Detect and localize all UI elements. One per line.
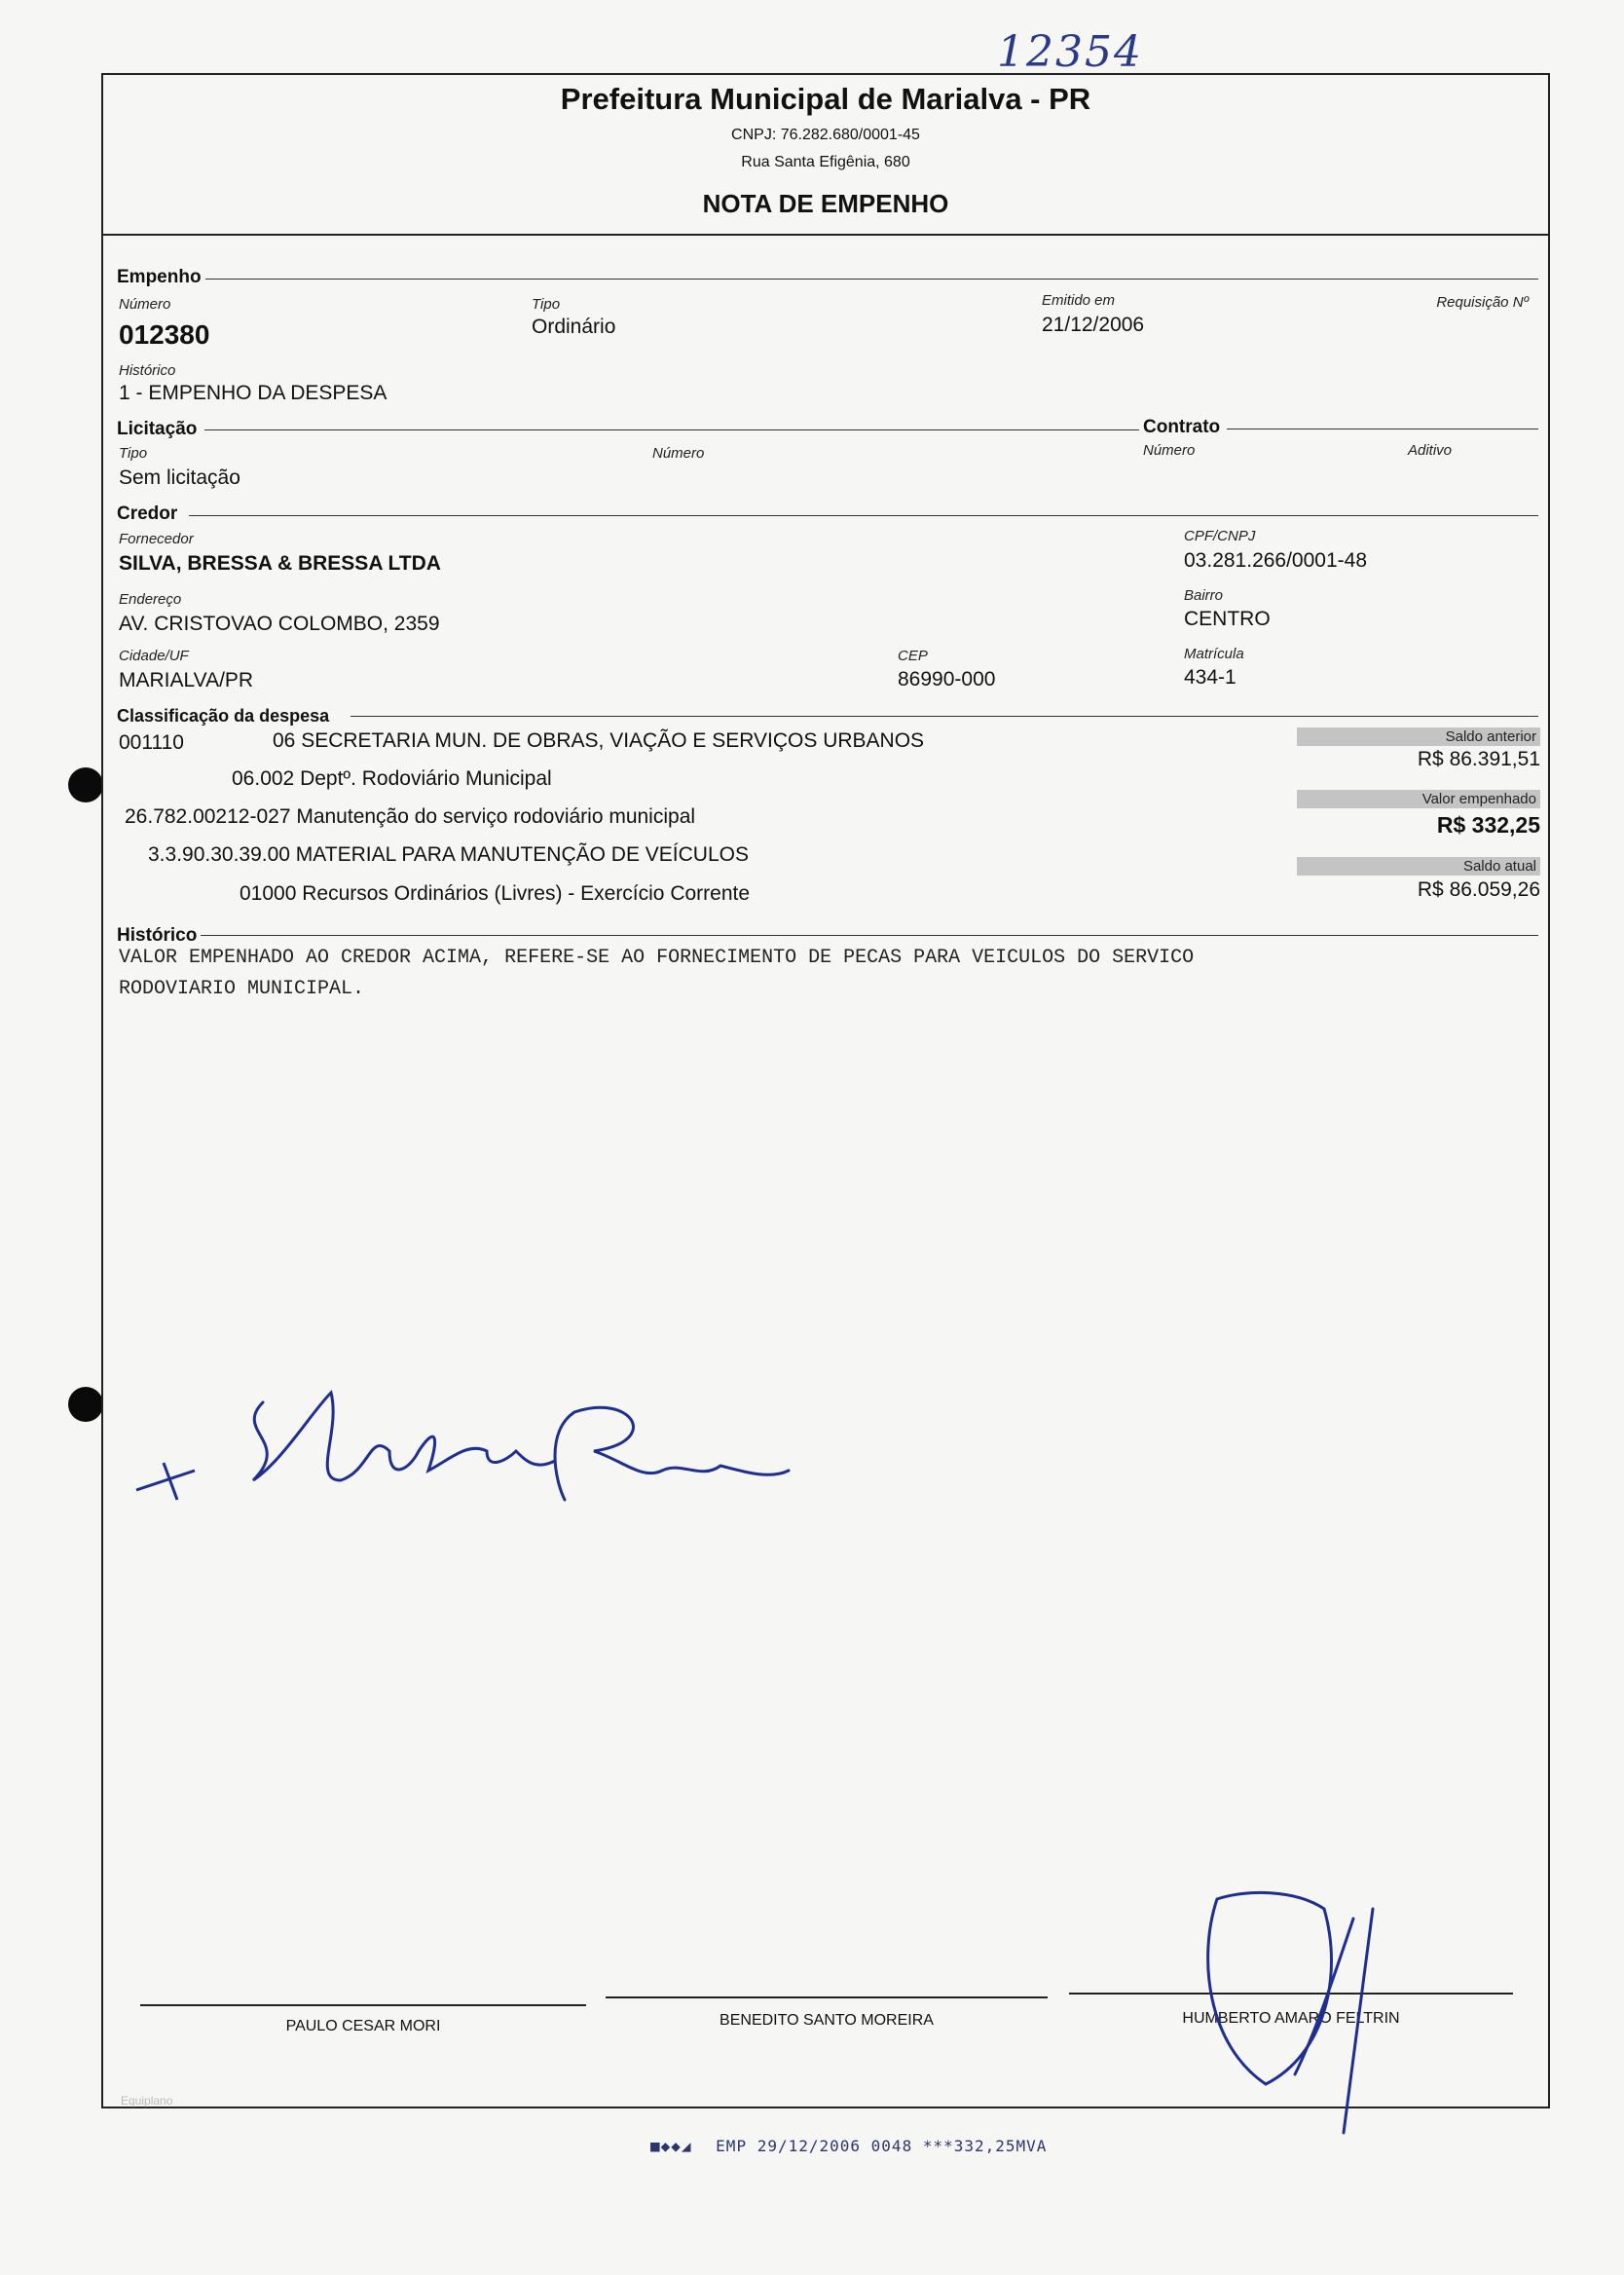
licitacao-rule — [204, 429, 1139, 430]
historico-rule — [199, 935, 1538, 936]
classificacao-funcional: 26.782.00212-027 Manutenção do serviço rodoviário municipal — [125, 805, 696, 828]
requisicao-label: Requisição Nº — [1436, 294, 1529, 311]
classificacao-code: 001110 — [119, 731, 184, 754]
punch-hole — [68, 767, 103, 802]
empenho-rule — [204, 279, 1538, 280]
signatory-3: HUMBERTO AMARO FELTRIN — [1182, 2010, 1400, 2027]
stamp-text: EMP 29/12/2006 0048 ***332,25MVA — [716, 2137, 1048, 2155]
endereco-value: AV. CRISTOVAO COLOMBO, 2359 — [119, 613, 440, 635]
municipality-cnpj: CNPJ: 76.282.680/0001-45 — [731, 127, 920, 143]
fornecedor-name: SILVA, BRESSA & BRESSA LTDA — [119, 552, 441, 575]
emitido-label: Emitido em — [1042, 292, 1116, 309]
licitacao-tipo-label: Tipo — [119, 445, 148, 462]
section-historico: Histórico — [117, 925, 201, 947]
valor-empenhado-label: Valor empenhado — [1297, 790, 1540, 808]
municipality-address: Rua Santa Efigênia, 680 — [741, 154, 910, 170]
cidade-value: MARIALVA/PR — [119, 669, 254, 691]
matricula-value: 434-1 — [1184, 666, 1236, 689]
document-frame — [101, 73, 1550, 2108]
cpf-cnpj-value: 03.281.266/0001-48 — [1184, 549, 1368, 572]
contrato-numero-label: Número — [1143, 442, 1196, 459]
saldo-anterior-value: R$ 86.391,51 — [1417, 748, 1540, 770]
saldo-atual-label: Saldo atual — [1297, 857, 1540, 876]
saldo-anterior-label: Saldo anterior — [1297, 727, 1540, 746]
cpf-cnpj-label: CPF/CNPJ — [1184, 528, 1256, 544]
section-credor: Credor — [117, 503, 181, 525]
signature-line — [606, 1996, 1048, 1998]
endereco-label: Endereço — [119, 591, 182, 608]
signature-scribble — [1188, 1880, 1402, 2143]
section-classificacao: Classificação da despesa — [117, 706, 333, 727]
bairro-label: Bairro — [1184, 587, 1224, 604]
empenho-numero-label: Número — [119, 296, 171, 313]
credor-rule — [189, 515, 1538, 516]
classificacao-unidade: 06.002 Deptº. Rodoviário Municipal — [232, 767, 552, 790]
licitacao-tipo: Sem licitação — [119, 466, 240, 489]
punch-hole — [68, 1387, 103, 1422]
handwritten-document-number: 12354 — [997, 27, 1143, 77]
bairro-value: CENTRO — [1184, 608, 1271, 630]
empenho-numero: 012380 — [119, 319, 210, 350]
matricula-label: Matrícula — [1184, 646, 1244, 662]
signature-line — [140, 2004, 586, 2006]
classificacao-elemento: 3.3.90.30.39.00 MATERIAL PARA MANUTENÇÃO DE VEÍCULOS — [148, 843, 749, 866]
licitacao-numero-label: Número — [652, 445, 705, 462]
empenho-tipo: Ordinário — [532, 316, 616, 338]
section-contrato: Contrato — [1143, 417, 1224, 438]
software-watermark: Equiplano — [121, 2094, 173, 2107]
signatory-1: PAULO CESAR MORI — [285, 2018, 441, 2034]
classificacao-rule — [351, 716, 1538, 717]
valor-empenhado-value: R$ 332,25 — [1436, 812, 1540, 838]
section-licitacao: Licitação — [117, 419, 201, 440]
contrato-aditivo-label: Aditivo — [1408, 442, 1453, 459]
empenho-tipo-label: Tipo — [532, 296, 561, 313]
header-divider — [101, 234, 1550, 236]
payment-stamp — [650, 2137, 1047, 2155]
document-title: NOTA DE EMPENHO — [702, 189, 949, 218]
handwritten-signature — [117, 1373, 798, 1529]
classificacao-orgao: 06 SECRETARIA MUN. DE OBRAS, VIAÇÃO E SERVIÇOS URBANOS — [273, 729, 925, 752]
emitido-date: 21/12/2006 — [1042, 314, 1145, 336]
cep-value: 86990-000 — [898, 668, 996, 690]
historico-text-line1: VALOR EMPENHADO AO CREDOR ACIMA, REFERE-SE AO FORNECIMENTO DE PECAS PARA VEICULOS DO SERVICO — [119, 947, 1195, 969]
cep-label: CEP — [898, 648, 928, 664]
empenho-historico: 1 - EMPENHO DA DESPESA — [119, 382, 388, 404]
section-empenho: Empenho — [117, 267, 205, 288]
cidade-label: Cidade/UF — [119, 648, 189, 664]
fornecedor-label: Fornecedor — [119, 531, 194, 547]
historico-text-line2: RODOVIARIO MUNICIPAL. — [119, 978, 365, 1000]
saldo-atual-value: R$ 86.059,26 — [1417, 878, 1540, 901]
stamp-mark: ■◆◆◢ — [650, 2137, 692, 2155]
empenho-historico-label: Histórico — [119, 362, 176, 379]
classificacao-recurso: 01000 Recursos Ordinários (Livres) - Exercício Corrente — [240, 882, 751, 905]
municipality-title: Prefeitura Municipal de Marialva - PR — [560, 82, 1091, 116]
signatory-2: BENEDITO SANTO MOREIRA — [720, 2012, 934, 2029]
